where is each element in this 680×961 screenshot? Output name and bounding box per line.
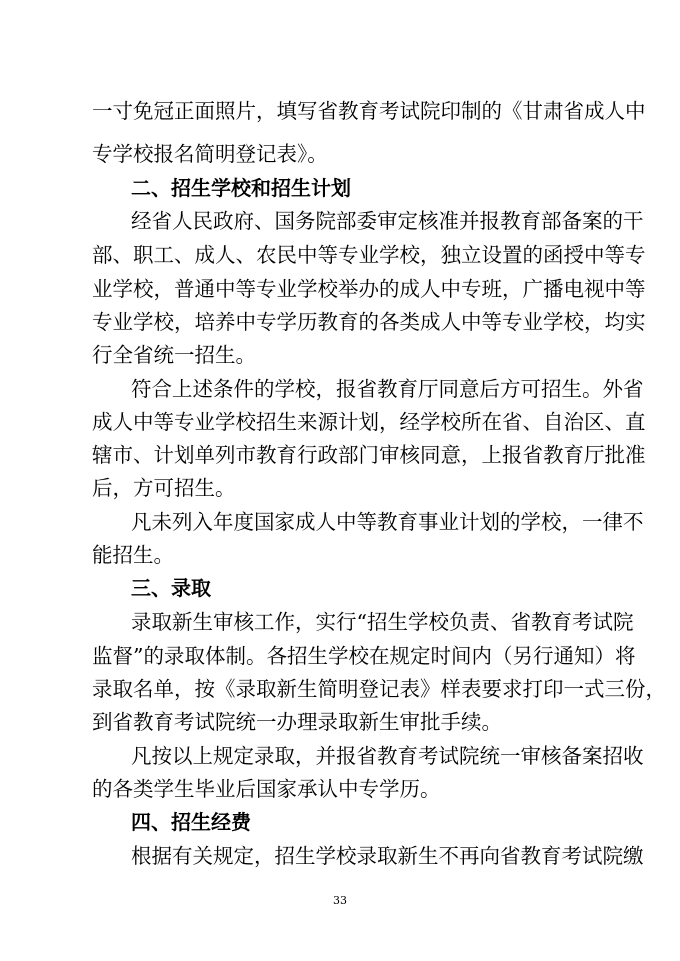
body-text-line: 业学校，普通中等专业学校举办的成人中专班，广播电视中等 [92, 277, 646, 301]
body-text-line: 专学校报名简明登记表》。 [92, 142, 328, 166]
body-text-line: 到省教育考试院统一办理录取新生审批手续。 [92, 710, 502, 734]
body-text-line: 根据有关规定，招生学校录取新生不再向省教育考试院缴 [131, 844, 644, 868]
body-text-line: 经省人民政府、国务院部委审定核准并报教育部备案的干 [131, 209, 644, 233]
body-text-line: 行全省统一招生。 [92, 343, 256, 367]
body-text-line: 的各类学生毕业后国家承认中专学历。 [92, 777, 441, 801]
body-text-line: 专业学校，培养中专学历教育的各类成人中等专业学校，均实 [92, 310, 646, 334]
page-number: 33 [333, 894, 347, 907]
body-text-line: 凡未列入年度国家成人中等教育事业计划的学校，一律不 [131, 510, 644, 534]
body-text-line: 凡按以上规定录取，并报省教育考试院统一审核备案招收 [131, 744, 644, 768]
body-text-line: 后，方可招生。 [92, 476, 236, 500]
section-heading: 二、招生学校和招生计划 [131, 176, 351, 200]
section-heading: 四、招生经费 [131, 810, 251, 834]
body-text-line: 能招生。 [92, 543, 174, 567]
body-text-line: 录取名单，按《录取新生简明登记表》样表要求打印一式三份， [92, 677, 666, 701]
body-text-line: 辖市、计划单列市教育行政部门审核同意，上报省教育厅批准 [92, 443, 646, 467]
body-text-line: 一寸免冠正面照片，填写省教育考试院印制的《甘肃省成人中 [92, 99, 646, 123]
section-heading: 三、录取 [131, 576, 211, 600]
body-text-line: 符合上述条件的学校，报省教育厅同意后方可招生。外省 [131, 377, 644, 401]
body-text-line: 录取新生审核工作，实行“招生学校负责、省教育考试院 [131, 610, 634, 634]
body-text-line: 部、职工、成人、农民中等专业学校，独立设置的函授中等专 [92, 243, 646, 267]
body-text-line: 成人中等专业学校招生来源计划，经学校所在省、自治区、直 [92, 410, 646, 434]
body-text-line: 监督”的录取体制。各招生学校在规定时间内（另行通知）将 [92, 644, 636, 668]
